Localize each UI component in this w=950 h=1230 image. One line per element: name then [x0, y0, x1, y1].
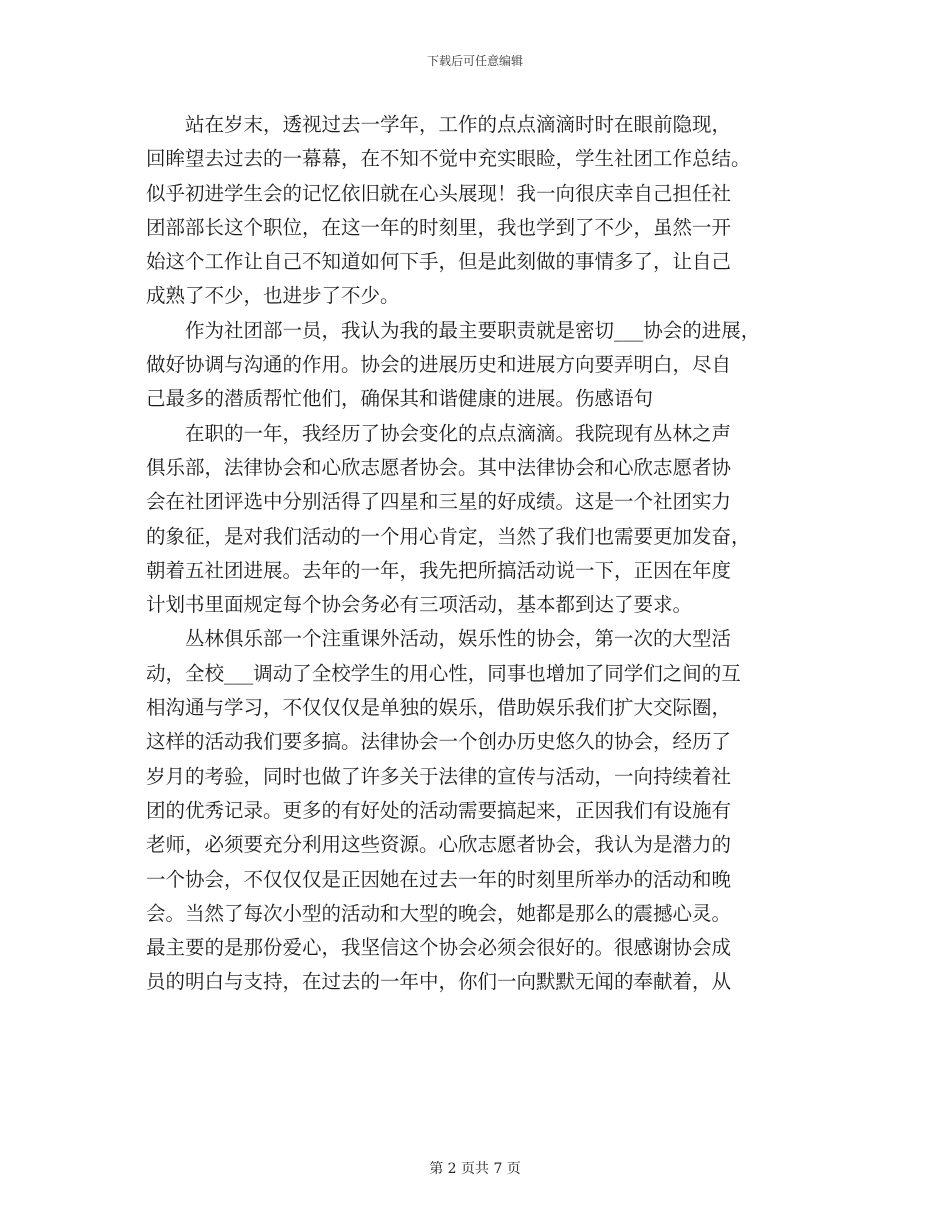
text-line: 的象征，是对我们活动的一个用心肯定，当然了我们也需要更加发奋， [146, 524, 751, 548]
text-line: 团部部长这个职位，在这一年的时刻里，我也学到了不少，虽然一开 [146, 215, 732, 239]
text-line: 回眸望去过去的一幕幕，在不知不觉中充实眼睑，学生社团工作总结。 [146, 147, 751, 171]
text-line: 团的优秀记录。更多的有好处的活动需要搞起来，正因我们有设施有 [146, 798, 732, 822]
text-line: 员的明白与支持，在过去的一年中，你们一向默默无闻的奉献着，从 [146, 970, 732, 994]
text-line: 一个协会，不仅仅仅是正因她在过去一年的时刻里所举办的活动和晚 [146, 867, 732, 891]
text-line: 相沟通与学习，不仅仅仅是单独的娱乐，借助娱乐我们扩大交际圈， [146, 696, 732, 720]
text-line: 似乎初进学生会的记忆依旧就在心头展现！我一向很庆幸自己担任社 [146, 181, 732, 205]
text-line: 会。当然了每次小型的活动和大型的晚会，她都是那么的震撼心灵。 [146, 901, 732, 925]
text-line: 俱乐部，法律协会和心欣志愿者协会。其中法律协会和心欣志愿者协 [146, 455, 732, 479]
text-line: 始这个工作让自己不知道如何下手，但是此刻做的事情多了，让自己 [146, 250, 732, 274]
text-line: 最主要的是那份爱心，我坚信这个协会必须会很好的。很感谢协会成 [146, 936, 732, 960]
text-line: 站在岁末，透视过去一学年，工作的点点滴滴时时在眼前隐现， [146, 113, 732, 136]
text-line: 老师，必须要充分利用这些资源。心欣志愿者协会，我认为是潜力的 [146, 833, 732, 857]
text-line: 己最多的潜质帮忙他们，确保其和谐健康的进展。伤感语句 [146, 387, 654, 411]
text-line: 成熟了不少，也进步了不少。 [146, 284, 400, 308]
text-line: 岁月的考验，同时也做了许多关于法律的宣传与活动，一向持续着社 [146, 764, 732, 788]
page-header: 下载后可任意编辑 [426, 54, 523, 68]
text-line: 朝着五社团进展。去年的一年，我先把所搞活动说一下，正因在年度 [146, 558, 732, 582]
text-line: 在职的一年，我经历了协会变化的点点滴滴。我院现有丛林之声 [146, 421, 732, 445]
text-line: 会在社团评选中分别活得了四星和三星的好成绩。这是一个社团实力 [146, 490, 732, 514]
text-line: 做好协调与沟通的作用。协会的进展历史和进展方向要弄明白，尽自 [146, 353, 732, 377]
document-body [146, 108, 826, 1000]
text-line: 作为社团部一员，我认为我的最主要职责就是密切___协会的进展， [146, 318, 761, 342]
text-line: 丛林俱乐部一个注重课外活动，娱乐性的协会，第一次的大型活 [146, 627, 732, 651]
text-line: 计划书里面规定每个协会务必有三项活动，基本都到达了要求。 [146, 593, 693, 617]
text-line: 这样的活动我们要多搞。法律协会一个创办历史悠久的协会，经历了 [146, 730, 732, 754]
text-line: 动，全校___调动了全校学生的用心性，同事也增加了同学们之间的互 [146, 661, 741, 685]
page-footer: 第 2 页共 7 页 [429, 1161, 521, 1177]
